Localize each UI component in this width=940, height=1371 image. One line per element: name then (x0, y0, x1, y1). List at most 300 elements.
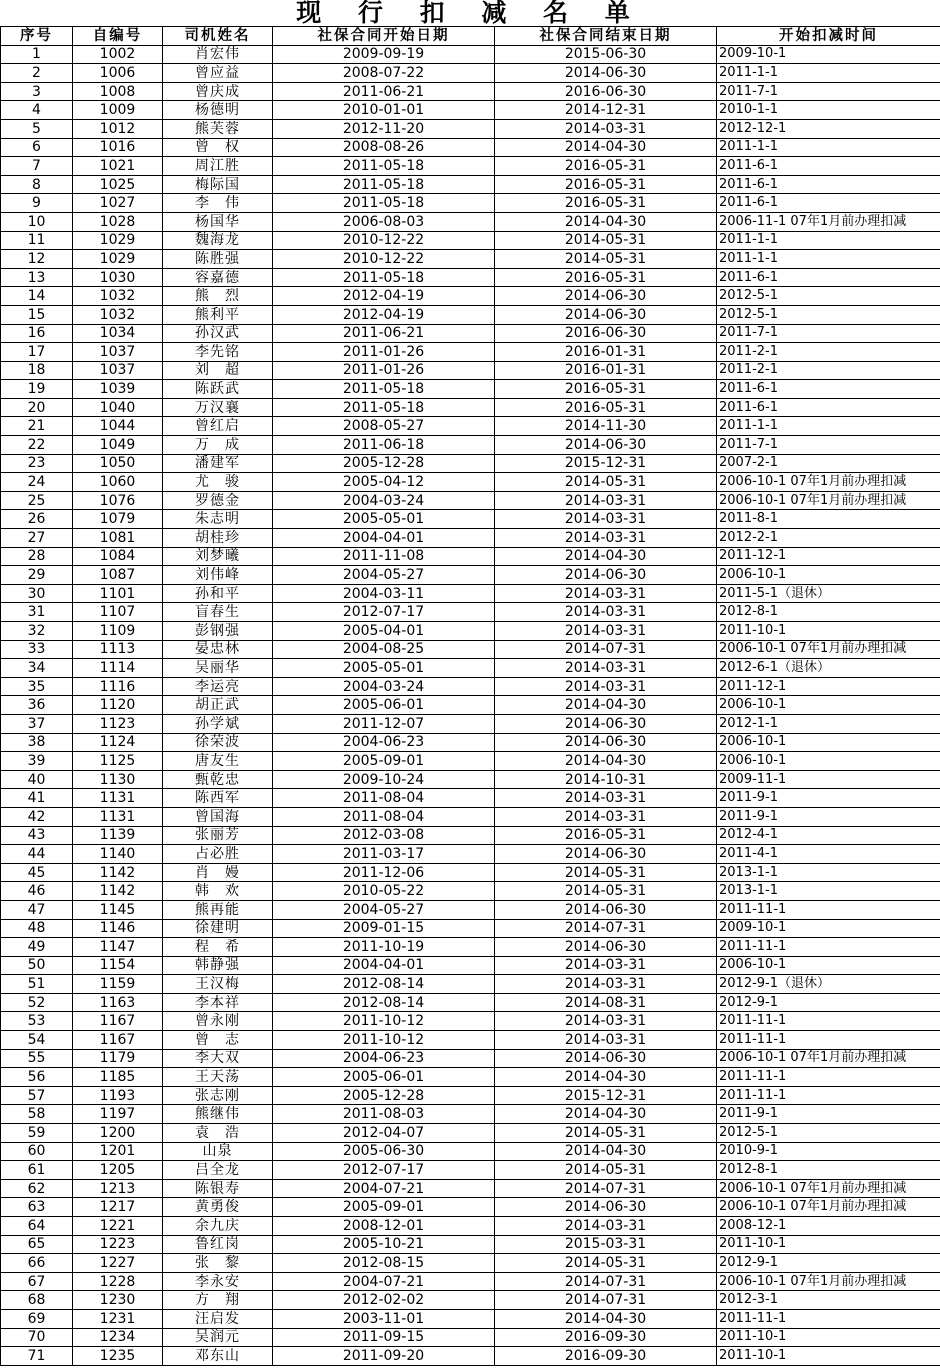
cell-seq: 12 (1, 250, 73, 269)
cell-seq: 26 (1, 510, 73, 529)
cell-deduction-start: 2011-11-1 (717, 1068, 940, 1087)
cell-contract-end: 2014-06-30 (495, 714, 717, 733)
table-row (1, 1328, 940, 1347)
cell-deduction-start: 2011-2-1 (717, 343, 940, 362)
cell-driver-name: 李 伟 (163, 194, 273, 213)
cell-contract-end: 2014-03-31 (495, 659, 717, 678)
cell-contract-end: 2014-03-31 (495, 622, 717, 641)
table-header (1, 27, 940, 46)
cell-id: 1084 (73, 547, 163, 566)
cell-deduction-start: 2006-11-1 07年1月前办理扣减 (717, 212, 940, 231)
cell-seq: 4 (1, 101, 73, 120)
cell-deduction-start: 2006-10-1 07年1月前办理扣减 (717, 1049, 940, 1068)
cell-deduction-start: 2006-10-1 (717, 956, 940, 975)
table-row (1, 250, 940, 269)
cell-seq: 31 (1, 603, 73, 622)
table-row (1, 1012, 940, 1031)
cell-contract-start: 2011-12-06 (273, 863, 495, 882)
document-title: 现 行 扣 减 名 单 (296, 0, 644, 27)
cell-contract-start: 2008-08-26 (273, 138, 495, 157)
cell-id: 1131 (73, 807, 163, 826)
cell-id: 1235 (73, 1347, 163, 1366)
cell-id: 1167 (73, 1031, 163, 1050)
cell-seq: 20 (1, 398, 73, 417)
cell-seq: 55 (1, 1049, 73, 1068)
cell-contract-start: 2005-06-01 (273, 696, 495, 715)
cell-seq: 60 (1, 1142, 73, 1161)
cell-contract-end: 2014-12-31 (495, 101, 717, 120)
cell-driver-name: 徐建明 (163, 919, 273, 938)
cell-contract-end: 2014-06-30 (495, 1198, 717, 1217)
table-row (1, 659, 940, 678)
cell-deduction-start: 2012-1-1 (717, 714, 940, 733)
cell-contract-end: 2014-05-31 (495, 250, 717, 269)
table-row (1, 231, 940, 250)
cell-seq: 48 (1, 919, 73, 938)
table-row (1, 268, 940, 287)
cell-deduction-start: 2011-11-1 (717, 900, 940, 919)
cell-contract-start: 2010-12-22 (273, 231, 495, 250)
cell-contract-start: 2005-04-01 (273, 622, 495, 641)
cell-contract-end: 2016-09-30 (495, 1328, 717, 1347)
cell-id: 1016 (73, 138, 163, 157)
cell-driver-name: 李运亮 (163, 677, 273, 696)
col-header-id: 自编号 (73, 27, 163, 46)
cell-contract-start: 2004-04-01 (273, 956, 495, 975)
cell-deduction-start: 2007-2-1 (717, 454, 940, 473)
cell-id: 1044 (73, 417, 163, 436)
cell-driver-name: 盲春生 (163, 603, 273, 622)
cell-seq: 17 (1, 343, 73, 362)
cell-seq: 62 (1, 1179, 73, 1198)
cell-contract-end: 2014-05-31 (495, 882, 717, 901)
cell-id: 1154 (73, 956, 163, 975)
cell-seq: 9 (1, 194, 73, 213)
cell-deduction-start: 2006-10-1 07年1月前办理扣减 (717, 1272, 940, 1291)
col-header-seq: 序号 (1, 27, 73, 46)
cell-id: 1012 (73, 119, 163, 138)
cell-id: 1123 (73, 714, 163, 733)
cell-contract-start: 2012-07-17 (273, 1161, 495, 1180)
cell-contract-start: 2011-05-18 (273, 194, 495, 213)
cell-contract-end: 2016-09-30 (495, 1347, 717, 1366)
cell-deduction-start: 2011-10-1 (717, 1235, 940, 1254)
cell-id: 1081 (73, 529, 163, 548)
table-row (1, 454, 940, 473)
cell-deduction-start: 2006-10-1 (717, 752, 940, 771)
cell-contract-end: 2016-05-31 (495, 194, 717, 213)
cell-contract-end: 2014-11-30 (495, 417, 717, 436)
cell-contract-start: 2011-03-17 (273, 845, 495, 864)
cell-id: 1147 (73, 938, 163, 957)
table-row (1, 1068, 940, 1087)
cell-driver-name: 鲁红岗 (163, 1235, 273, 1254)
cell-driver-name: 方 翔 (163, 1291, 273, 1310)
cell-id: 1025 (73, 175, 163, 194)
cell-contract-start: 2012-11-20 (273, 119, 495, 138)
cell-contract-start: 2009-01-15 (273, 919, 495, 938)
cell-id: 1008 (73, 82, 163, 101)
cell-id: 1197 (73, 1105, 163, 1124)
cell-contract-end: 2014-03-31 (495, 529, 717, 548)
cell-driver-name: 程 希 (163, 938, 273, 957)
cell-driver-name: 曾国海 (163, 807, 273, 826)
cell-contract-start: 2005-04-12 (273, 473, 495, 492)
cell-seq: 46 (1, 882, 73, 901)
cell-contract-start: 2012-08-14 (273, 993, 495, 1012)
cell-id: 1037 (73, 343, 163, 362)
cell-driver-name: 陈银寿 (163, 1179, 273, 1198)
cell-id: 1113 (73, 640, 163, 659)
cell-seq: 71 (1, 1347, 73, 1366)
cell-contract-end: 2014-03-31 (495, 677, 717, 696)
cell-deduction-start: 2006-10-1 (717, 696, 940, 715)
cell-seq: 37 (1, 714, 73, 733)
cell-deduction-start: 2011-10-1 (717, 1347, 940, 1366)
cell-contract-end: 2015-06-30 (495, 45, 717, 64)
table-row (1, 436, 940, 455)
cell-deduction-start: 2012-6-1（退休） (717, 659, 940, 678)
table-row (1, 529, 940, 548)
cell-driver-name: 吕全龙 (163, 1161, 273, 1180)
cell-deduction-start: 2009-11-1 (717, 770, 940, 789)
cell-contract-end: 2014-04-30 (495, 138, 717, 157)
cell-id: 1201 (73, 1142, 163, 1161)
cell-deduction-start: 2011-7-1 (717, 82, 940, 101)
cell-driver-name: 孙学斌 (163, 714, 273, 733)
cell-seq: 35 (1, 677, 73, 696)
cell-id: 1167 (73, 1012, 163, 1031)
cell-contract-end: 2014-07-31 (495, 919, 717, 938)
cell-deduction-start: 2011-1-1 (717, 250, 940, 269)
table-row (1, 845, 940, 864)
cell-contract-end: 2016-05-31 (495, 398, 717, 417)
cell-seq: 50 (1, 956, 73, 975)
cell-driver-name: 孙和平 (163, 584, 273, 603)
col-header-driver-name: 司机姓名 (163, 27, 273, 46)
cell-driver-name: 甄乾忠 (163, 770, 273, 789)
cell-contract-start: 2008-07-22 (273, 64, 495, 83)
cell-seq: 33 (1, 640, 73, 659)
cell-driver-name: 曾 志 (163, 1031, 273, 1050)
cell-driver-name: 李先铭 (163, 343, 273, 362)
cell-contract-start: 2004-06-23 (273, 733, 495, 752)
cell-id: 1179 (73, 1049, 163, 1068)
table-row (1, 566, 940, 585)
cell-contract-end: 2014-06-30 (495, 566, 717, 585)
header-row (1, 27, 940, 46)
cell-driver-name: 彭钢强 (163, 622, 273, 641)
cell-id: 1030 (73, 268, 163, 287)
cell-contract-end: 2014-03-31 (495, 1031, 717, 1050)
cell-driver-name: 万汉襄 (163, 398, 273, 417)
cell-driver-name: 陈西军 (163, 789, 273, 808)
cell-contract-start: 2011-01-26 (273, 361, 495, 380)
cell-deduction-start: 2011-11-1 (717, 1086, 940, 1105)
cell-deduction-start: 2011-2-1 (717, 361, 940, 380)
cell-contract-end: 2014-05-31 (495, 863, 717, 882)
table-row (1, 138, 940, 157)
cell-id: 1163 (73, 993, 163, 1012)
cell-contract-start: 2012-04-07 (273, 1124, 495, 1143)
cell-contract-end: 2014-04-30 (495, 1142, 717, 1161)
cell-id: 1230 (73, 1291, 163, 1310)
cell-seq: 2 (1, 64, 73, 83)
cell-contract-start: 2004-03-11 (273, 584, 495, 603)
cell-contract-end: 2014-04-30 (495, 547, 717, 566)
cell-id: 1228 (73, 1272, 163, 1291)
cell-driver-name: 肖宏伟 (163, 45, 273, 64)
cell-contract-end: 2014-03-31 (495, 1217, 717, 1236)
table-row (1, 1031, 940, 1050)
cell-deduction-start: 2010-1-1 (717, 101, 940, 120)
cell-contract-end: 2016-06-30 (495, 82, 717, 101)
cell-driver-name: 熊芙蓉 (163, 119, 273, 138)
cell-contract-end: 2016-01-31 (495, 361, 717, 380)
cell-deduction-start: 2012-5-1 (717, 1124, 940, 1143)
table-row (1, 473, 940, 492)
cell-seq: 51 (1, 975, 73, 994)
cell-deduction-start: 2011-12-1 (717, 547, 940, 566)
cell-contract-start: 2004-05-27 (273, 566, 495, 585)
cell-driver-name: 李大双 (163, 1049, 273, 1068)
table-row (1, 212, 940, 231)
table-row (1, 1124, 940, 1143)
cell-driver-name: 杨国华 (163, 212, 273, 231)
cell-seq: 34 (1, 659, 73, 678)
table-row (1, 826, 940, 845)
cell-id: 1079 (73, 510, 163, 529)
cell-seq: 32 (1, 622, 73, 641)
table-row (1, 175, 940, 194)
table-row (1, 733, 940, 752)
cell-contract-start: 2012-08-14 (273, 975, 495, 994)
table-row (1, 101, 940, 120)
cell-id: 1145 (73, 900, 163, 919)
cell-contract-start: 2011-06-21 (273, 324, 495, 343)
cell-contract-start: 2011-08-03 (273, 1105, 495, 1124)
table-body (1, 45, 940, 1365)
cell-id: 1032 (73, 305, 163, 324)
cell-seq: 44 (1, 845, 73, 864)
cell-deduction-start: 2011-1-1 (717, 138, 940, 157)
table-row (1, 1309, 940, 1328)
table-row (1, 361, 940, 380)
cell-deduction-start: 2006-10-1 07年1月前办理扣减 (717, 1198, 940, 1217)
table-row (1, 324, 940, 343)
table-row (1, 993, 940, 1012)
col-header-contract-start: 社保合同开始日期 (273, 27, 495, 46)
cell-seq: 41 (1, 789, 73, 808)
cell-driver-name: 孙汉武 (163, 324, 273, 343)
cell-contract-start: 2011-05-18 (273, 398, 495, 417)
cell-deduction-start: 2008-12-1 (717, 1217, 940, 1236)
table-row (1, 287, 940, 306)
cell-deduction-start: 2012-9-1（退休） (717, 975, 940, 994)
cell-contract-end: 2014-03-31 (495, 975, 717, 994)
cell-deduction-start: 2006-10-1 07年1月前办理扣减 (717, 640, 940, 659)
cell-contract-start: 2004-03-24 (273, 491, 495, 510)
table-row (1, 1254, 940, 1273)
cell-driver-name: 张丽芳 (163, 826, 273, 845)
cell-contract-end: 2014-04-30 (495, 752, 717, 771)
cell-id: 1217 (73, 1198, 163, 1217)
cell-seq: 59 (1, 1124, 73, 1143)
cell-driver-name: 曾红启 (163, 417, 273, 436)
cell-id: 1200 (73, 1124, 163, 1143)
cell-contract-end: 2014-10-31 (495, 770, 717, 789)
cell-seq: 6 (1, 138, 73, 157)
cell-deduction-start: 2012-12-1 (717, 119, 940, 138)
cell-deduction-start: 2011-8-1 (717, 510, 940, 529)
table-row (1, 491, 940, 510)
table-row (1, 194, 940, 213)
cell-contract-end: 2014-03-31 (495, 789, 717, 808)
cell-contract-start: 2011-01-26 (273, 343, 495, 362)
cell-deduction-start: 2011-6-1 (717, 380, 940, 399)
cell-contract-start: 2011-12-07 (273, 714, 495, 733)
cell-deduction-start: 2011-6-1 (717, 268, 940, 287)
table-row (1, 305, 940, 324)
cell-deduction-start: 2012-9-1 (717, 1254, 940, 1273)
cell-deduction-start: 2011-6-1 (717, 157, 940, 176)
cell-contract-end: 2014-04-30 (495, 1105, 717, 1124)
cell-driver-name: 吴润元 (163, 1328, 273, 1347)
cell-id: 1114 (73, 659, 163, 678)
cell-seq: 64 (1, 1217, 73, 1236)
table-row (1, 1235, 940, 1254)
cell-deduction-start: 2011-9-1 (717, 807, 940, 826)
cell-deduction-start: 2006-10-1 07年1月前办理扣减 (717, 491, 940, 510)
cell-contract-start: 2005-10-21 (273, 1235, 495, 1254)
cell-contract-end: 2014-03-31 (495, 603, 717, 622)
cell-id: 1076 (73, 491, 163, 510)
cell-id: 1125 (73, 752, 163, 771)
cell-id: 1120 (73, 696, 163, 715)
cell-deduction-start: 2011-10-1 (717, 1328, 940, 1347)
cell-driver-name: 黄勇俊 (163, 1198, 273, 1217)
cell-driver-name: 胡桂珍 (163, 529, 273, 548)
cell-contract-start: 2011-05-18 (273, 175, 495, 194)
cell-deduction-start: 2011-12-1 (717, 677, 940, 696)
table-row (1, 752, 940, 771)
cell-contract-start: 2012-07-17 (273, 603, 495, 622)
cell-driver-name: 陈跃武 (163, 380, 273, 399)
cell-id: 1231 (73, 1309, 163, 1328)
cell-contract-start: 2011-05-18 (273, 268, 495, 287)
table-row (1, 1272, 940, 1291)
cell-deduction-start: 2006-10-1 07年1月前办理扣减 (717, 1179, 940, 1198)
cell-contract-end: 2014-07-31 (495, 1272, 717, 1291)
cell-id: 1116 (73, 677, 163, 696)
cell-contract-end: 2014-06-30 (495, 64, 717, 83)
table-row (1, 677, 940, 696)
cell-driver-name: 罗德金 (163, 491, 273, 510)
cell-contract-end: 2014-03-31 (495, 584, 717, 603)
cell-driver-name: 张志刚 (163, 1086, 273, 1105)
cell-contract-start: 2005-05-01 (273, 659, 495, 678)
cell-driver-name: 曾 权 (163, 138, 273, 157)
cell-deduction-start: 2013-1-1 (717, 882, 940, 901)
table-row (1, 1347, 940, 1366)
cell-seq: 14 (1, 287, 73, 306)
cell-contract-end: 2014-05-31 (495, 473, 717, 492)
table-row (1, 1217, 940, 1236)
cell-contract-start: 2011-06-18 (273, 436, 495, 455)
cell-deduction-start: 2011-1-1 (717, 231, 940, 250)
table-row (1, 343, 940, 362)
cell-contract-end: 2014-03-31 (495, 491, 717, 510)
table-row (1, 1105, 940, 1124)
cell-contract-start: 2010-12-22 (273, 250, 495, 269)
cell-id: 1087 (73, 566, 163, 585)
cell-seq: 19 (1, 380, 73, 399)
cell-seq: 63 (1, 1198, 73, 1217)
cell-seq: 11 (1, 231, 73, 250)
col-header-deduction-start: 开始扣减时间 (717, 27, 940, 46)
cell-contract-start: 2004-08-25 (273, 640, 495, 659)
table-row (1, 807, 940, 826)
cell-driver-name: 余九庆 (163, 1217, 273, 1236)
cell-driver-name: 袁 浩 (163, 1124, 273, 1143)
cell-id: 1050 (73, 454, 163, 473)
cell-driver-name: 山泉 (163, 1142, 273, 1161)
cell-contract-start: 2011-10-19 (273, 938, 495, 957)
cell-id: 1034 (73, 324, 163, 343)
cell-seq: 25 (1, 491, 73, 510)
cell-contract-end: 2016-05-31 (495, 157, 717, 176)
cell-contract-end: 2014-07-31 (495, 1291, 717, 1310)
cell-id: 1049 (73, 436, 163, 455)
cell-seq: 43 (1, 826, 73, 845)
cell-driver-name: 占必胜 (163, 845, 273, 864)
cell-seq: 15 (1, 305, 73, 324)
cell-contract-end: 2016-05-31 (495, 826, 717, 845)
cell-seq: 67 (1, 1272, 73, 1291)
cell-contract-start: 2004-05-27 (273, 900, 495, 919)
cell-deduction-start: 2011-11-1 (717, 1012, 940, 1031)
cell-contract-end: 2014-03-31 (495, 1012, 717, 1031)
cell-contract-start: 2011-08-04 (273, 807, 495, 826)
cell-seq: 61 (1, 1161, 73, 1180)
cell-seq: 13 (1, 268, 73, 287)
cell-driver-name: 熊继伟 (163, 1105, 273, 1124)
cell-deduction-start: 2012-3-1 (717, 1291, 940, 1310)
cell-id: 1193 (73, 1086, 163, 1105)
table-row (1, 956, 940, 975)
cell-driver-name: 容嘉德 (163, 268, 273, 287)
cell-id: 1029 (73, 231, 163, 250)
cell-seq: 27 (1, 529, 73, 548)
cell-contract-end: 2014-06-30 (495, 938, 717, 957)
cell-deduction-start: 2011-7-1 (717, 436, 940, 455)
cell-contract-end: 2014-04-30 (495, 212, 717, 231)
cell-driver-name: 韩静强 (163, 956, 273, 975)
cell-deduction-start: 2011-1-1 (717, 64, 940, 83)
cell-seq: 18 (1, 361, 73, 380)
cell-seq: 52 (1, 993, 73, 1012)
cell-deduction-start: 2009-10-1 (717, 919, 940, 938)
cell-contract-start: 2012-08-15 (273, 1254, 495, 1273)
cell-id: 1159 (73, 975, 163, 994)
cell-seq: 57 (1, 1086, 73, 1105)
table-row (1, 938, 940, 957)
cell-contract-start: 2004-07-21 (273, 1272, 495, 1291)
cell-deduction-start: 2012-2-1 (717, 529, 940, 548)
cell-driver-name: 张 黎 (163, 1254, 273, 1273)
cell-id: 1107 (73, 603, 163, 622)
table-row (1, 1049, 940, 1068)
